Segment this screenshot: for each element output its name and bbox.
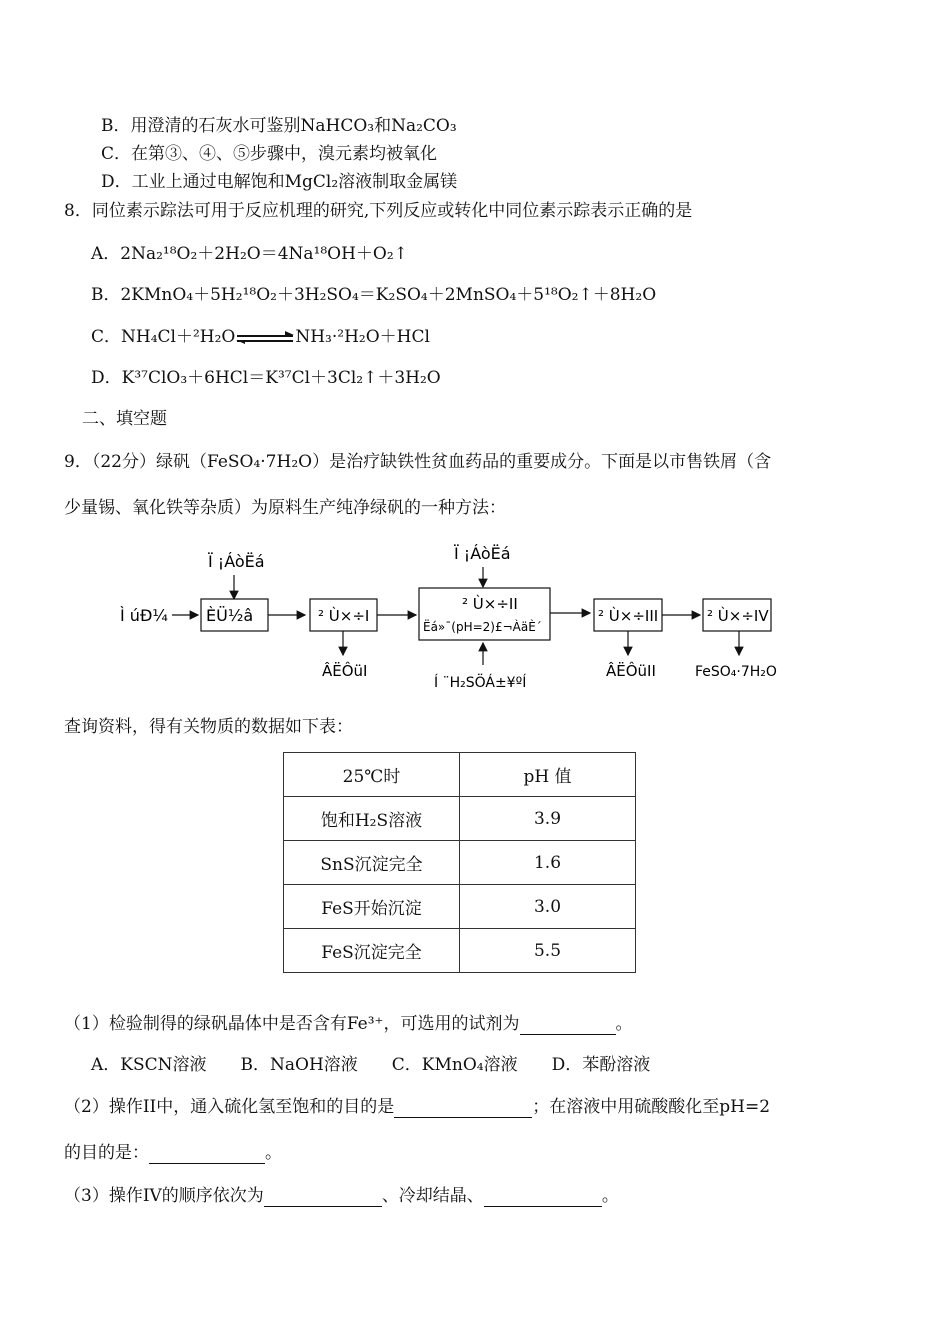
flow-product: FeSO₄·7H₂O bbox=[695, 664, 777, 680]
q9-sub2-text-c: 的目的是： bbox=[64, 1143, 149, 1163]
answer-blank[interactable] bbox=[484, 1188, 602, 1207]
table-cell: 1.6 bbox=[460, 841, 636, 885]
table-cell: SnS沉淀完全 bbox=[284, 841, 460, 885]
answer-blank[interactable] bbox=[149, 1145, 265, 1164]
table-intro: 查询资料，得有关物质的数据如下表： bbox=[64, 717, 353, 737]
table-cell: FeS沉淀完全 bbox=[284, 929, 460, 973]
flow-box-3-sublabel: Ëá»¯(pH=2)£¬ÀäÈ´ bbox=[423, 620, 542, 634]
q8-option-b: B．2KMnO₄＋5H₂¹⁸O₂＋3H₂SO₄＝K₂SO₄＋2MnSO₄＋5¹⁸O₂↑＋8H₂O bbox=[91, 285, 657, 305]
flow-residue-2: ÂËÔüII bbox=[606, 662, 656, 680]
q8-option-d: D．K³⁷ClO₃＋6HCl＝K³⁷Cl＋3Cl₂↑＋3H₂O bbox=[91, 368, 441, 388]
q9-sub3 bbox=[64, 1185, 619, 1207]
q9-sub3-text-a: （3）操作IV的顺序依次为 bbox=[64, 1186, 264, 1206]
q8-option-c bbox=[91, 326, 430, 348]
table-cell: 饱和H₂S溶液 bbox=[284, 797, 460, 841]
q9-sub1-end: 。 bbox=[615, 1014, 633, 1034]
section-title: 二、填空题 bbox=[82, 409, 167, 429]
flow-box-2-label: ² Ù×÷I bbox=[318, 607, 370, 625]
q7-option-d: D．工业上通过电解饱和MgCl₂溶液制取金属镁 bbox=[101, 172, 458, 192]
table-cell: 3.9 bbox=[460, 797, 636, 841]
q9-sub2-end: 。 bbox=[265, 1143, 282, 1163]
flow-residue-1: ÂËÔüI bbox=[322, 662, 368, 680]
table-cell: 3.0 bbox=[460, 885, 636, 929]
table-row bbox=[284, 797, 636, 841]
q9-sub1-options: A．KSCN溶液 B．NaOH溶液 C．KMnO₄溶液 D．苯酚溶液 bbox=[91, 1055, 651, 1075]
q9-sub2-text-b: ；在溶液中用硫酸酸化至pH=2 bbox=[532, 1097, 771, 1117]
q8-option-a: A．2Na₂¹⁸O₂＋2H₂O＝4Na¹⁸OH＋O₂↑ bbox=[91, 244, 408, 264]
flow-reagent-3: Í ¨H₂SÖÁ±¥ºÍ bbox=[434, 675, 527, 691]
flow-box-4-label: ² Ù×÷III bbox=[598, 607, 659, 625]
q9-stem-line1: 9．（22分）绿矾（FeSO₄·7H₂O）是治疗缺铁性贫血药品的重要成分。下面是以市售铁屑（含 bbox=[64, 452, 772, 472]
table-cell: 5.5 bbox=[460, 929, 636, 973]
answer-blank[interactable] bbox=[264, 1188, 382, 1207]
q8-option-c-right: NH₃·²H₂O＋HCl bbox=[295, 327, 430, 347]
answer-blank[interactable] bbox=[394, 1099, 532, 1118]
flow-reagent-2: Ï ¡ÁòËá bbox=[454, 544, 511, 563]
flow-box-1-label: ÈÜ½â bbox=[206, 606, 254, 625]
table-row bbox=[284, 885, 636, 929]
q9-sub3-end: 。 bbox=[601, 1186, 619, 1206]
flow-box-5-label: ² Ù×÷IV bbox=[707, 607, 769, 625]
table-cell: FeS开始沉淀 bbox=[284, 885, 460, 929]
table-header-row bbox=[284, 753, 636, 797]
table-header-cell: pH 值 bbox=[460, 753, 636, 797]
process-flow-diagram bbox=[110, 535, 830, 695]
table-row bbox=[284, 841, 636, 885]
q9-sub2 bbox=[64, 1096, 770, 1118]
q8-option-c-left: C．NH₄Cl＋²H₂O bbox=[91, 327, 236, 347]
q7-option-c: C．在第③、④、⑤步骤中，溴元素均被氧化 bbox=[101, 144, 438, 164]
q9-sub1 bbox=[64, 1013, 633, 1035]
q9-sub2-text-a: （2）操作II中，通入硫化氢至饱和的目的是 bbox=[64, 1097, 395, 1117]
equilibrium-arrows-icon bbox=[237, 331, 293, 345]
q9-sub3-text-b: 、冷却结晶、 bbox=[381, 1186, 484, 1206]
q7-option-b: B．用澄清的石灰水可鉴别NaHCO₃和Na₂CO₃ bbox=[101, 116, 457, 136]
table-header-cell: 25℃时 bbox=[284, 753, 460, 797]
flow-box-3-label: ² Ù×÷II bbox=[462, 595, 518, 613]
q9-sub2-cont bbox=[64, 1142, 282, 1164]
q9-sub1-text: （1）检验制得的绿矾晶体中是否含有Fe³⁺，可选用的试剂为 bbox=[64, 1014, 520, 1034]
answer-blank[interactable] bbox=[520, 1016, 616, 1035]
data-table bbox=[283, 752, 636, 973]
table-row bbox=[284, 929, 636, 973]
q8-stem: 8．同位素示踪法可用于反应机理的研究,下列反应或转化中同位素示踪表示正确的是 bbox=[64, 201, 693, 221]
flow-reagent-1: Ï ¡ÁòËá bbox=[208, 552, 265, 571]
flow-start-label: Ì úÐ¼ bbox=[120, 606, 168, 625]
q9-stem-line2: 少量锡、氧化铁等杂质）为原料生产纯净绿矾的一种方法： bbox=[64, 498, 506, 518]
